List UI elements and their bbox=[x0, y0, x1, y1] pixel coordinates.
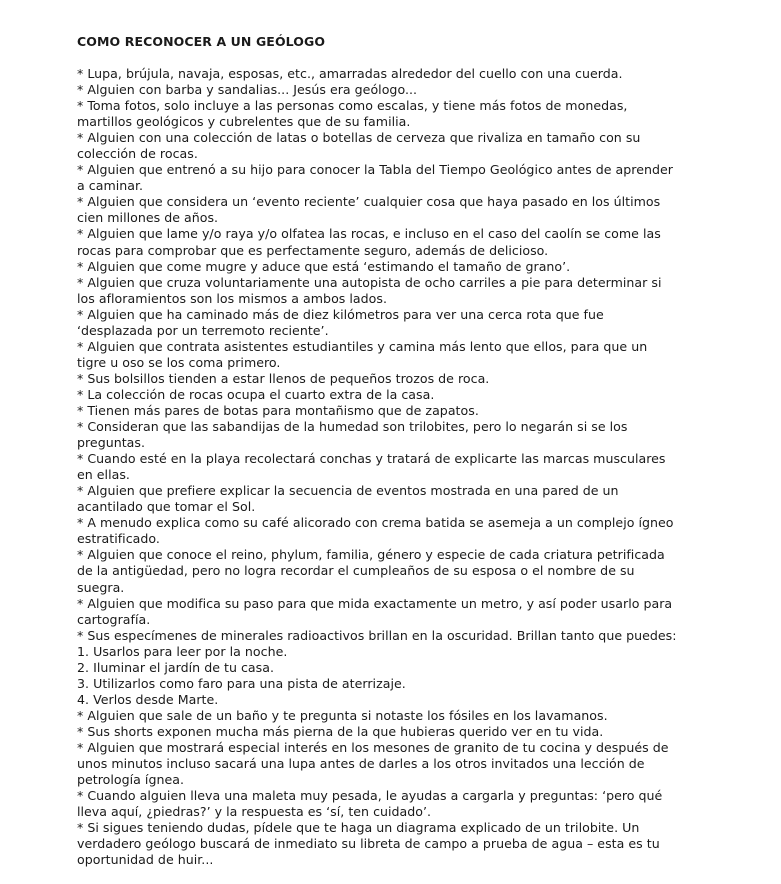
text-line: 3. Utilizarlos como faro para una pista de aterrizaje. bbox=[77, 675, 406, 691]
text-line: preguntas. bbox=[77, 435, 146, 451]
text-line: lleva aquí, ¿piedras?’ y la respuesta es ‘sí, ten cuidado’. bbox=[77, 804, 432, 820]
text-line: * Alguien con una colección de latas o botellas de cerveza que rivaliza en tamaño con su bbox=[77, 130, 641, 146]
text-line: * Alguien que conoce el reino, phylum, familia, género y especie de cada criatura petrificada bbox=[77, 547, 665, 563]
text-line: * Alguien que contrata asistentes estudiantiles y camina más lento que ellos, para que un bbox=[77, 338, 648, 354]
text-line: oportunidad de huir... bbox=[77, 852, 214, 868]
text-line: suegra. bbox=[77, 579, 125, 595]
text-line: unos minutos incluso sacará una lupa antes de darles a los otros invitados una lección de bbox=[77, 756, 645, 772]
text-line: rocas para comprobar que es perfectamente seguro, además de delicioso. bbox=[77, 242, 549, 258]
text-line: 4. Verlos desde Marte. bbox=[77, 691, 219, 707]
text-line: cien millones de años. bbox=[77, 210, 219, 226]
text-line: petrología ígnea. bbox=[77, 772, 184, 788]
text-line: 2. Iluminar el jardín de tu casa. bbox=[77, 659, 275, 675]
text-line: colección de rocas. bbox=[77, 146, 198, 162]
text-line: ‘desplazada por un terremoto reciente’. bbox=[77, 322, 329, 338]
text-line: * Alguien que cruza voluntariamente una autopista de ocho carriles a pie para determinar si bbox=[77, 274, 662, 290]
text-line: * Si sigues teniendo dudas, pídele que te haga un diagrama explicado de un trilobite. Un bbox=[77, 820, 640, 836]
text-line: 1. Usarlos para leer por la noche. bbox=[77, 643, 288, 659]
text-line: * Cuando alguien lleva una maleta muy pesada, le ayudas a cargarla y preguntas: ‘pero qué bbox=[77, 788, 663, 804]
text-line: * Cuando esté en la playa recolectará conchas y tratará de explicarte las marcas musculares bbox=[77, 451, 666, 467]
document-body bbox=[77, 66, 767, 868]
text-line: * Alguien que lame y/o raya y/o olfatea las rocas, e incluso en el caso del caolín se come las bbox=[77, 226, 661, 242]
text-line: martillos geológicos y cubrelentes que de su familia. bbox=[77, 114, 411, 130]
text-line: a caminar. bbox=[77, 178, 144, 194]
text-line: * Alguien que sale de un baño y te pregunta si notaste los fósiles en los lavamanos. bbox=[77, 707, 608, 723]
text-line: cartografía. bbox=[77, 611, 151, 627]
text-line: * Alguien que mostrará especial interés en los mesones de granito de tu cocina y después de bbox=[77, 739, 669, 755]
text-line: * Alguien que entrenó a su hijo para conocer la Tabla del Tiempo Geológico antes de aprender bbox=[77, 162, 673, 178]
text-line: * Sus shorts exponen mucha más pierna de la que hubieras querido ver en tu vida. bbox=[77, 723, 604, 739]
document-title: COMO RECONOCER A UN GEÓLOGO bbox=[77, 34, 326, 49]
text-line: * Sus bolsillos tienden a estar llenos de pequeños trozos de roca. bbox=[77, 370, 490, 386]
text-line: * Lupa, brújula, navaja, esposas, etc., amarradas alrededor del cuello con una cuerda. bbox=[77, 66, 623, 81]
text-line: acantilado que tomar el Sol. bbox=[77, 499, 256, 515]
text-line: * Consideran que las sabandijas de la humedad son trilobites, pero lo negarán si se los bbox=[77, 419, 628, 435]
text-line: * Toma fotos, solo incluye a las personas como escalas, y tiene más fotos de monedas, bbox=[77, 98, 628, 114]
text-line: de la antigüedad, pero no logra recordar el cumpleaños de su esposa o el nombre de su bbox=[77, 563, 635, 579]
text-line: los afloramientos son los mismos a ambos lados. bbox=[77, 290, 387, 306]
text-line: * Tienen más pares de botas para montañismo que de zapatos. bbox=[77, 402, 479, 418]
text-line: * Sus especímenes de minerales radioactivos brillan en la oscuridad. Brillan tanto que puedes: bbox=[77, 627, 677, 643]
text-line: * Alguien que ha caminado más de diez kilómetros para ver una cerca rota que fue bbox=[77, 306, 604, 322]
text-line: * Alguien que considera un ‘evento reciente’ cualquier cosa que haya pasado en los últimos bbox=[77, 194, 661, 210]
text-line: * A menudo explica como su café alicorado con crema batida se asemeja a un complejo ígneo bbox=[77, 515, 674, 531]
text-line: * Alguien con barba y sandalias... Jesús era geólogo... bbox=[77, 82, 418, 98]
text-line: tigre u oso se los coma primero. bbox=[77, 354, 281, 370]
text-line: * Alguien que come mugre y aduce que está ‘estimando el tamaño de grano’. bbox=[77, 258, 571, 274]
text-line: * Alguien que modifica su paso para que mida exactamente un metro, y así poder usarlo para bbox=[77, 595, 673, 611]
text-line: * Alguien que prefiere explicar la secuencia de eventos mostrada en una pared de un bbox=[77, 483, 619, 499]
text-line: verdadero geólogo buscará de inmediato su libreta de campo a prueba de agua – esta es tu bbox=[77, 836, 660, 852]
text-line: en ellas. bbox=[77, 467, 130, 483]
text-line: * La colección de rocas ocupa el cuarto extra de la casa. bbox=[77, 386, 435, 402]
text-line: estratificado. bbox=[77, 531, 160, 547]
